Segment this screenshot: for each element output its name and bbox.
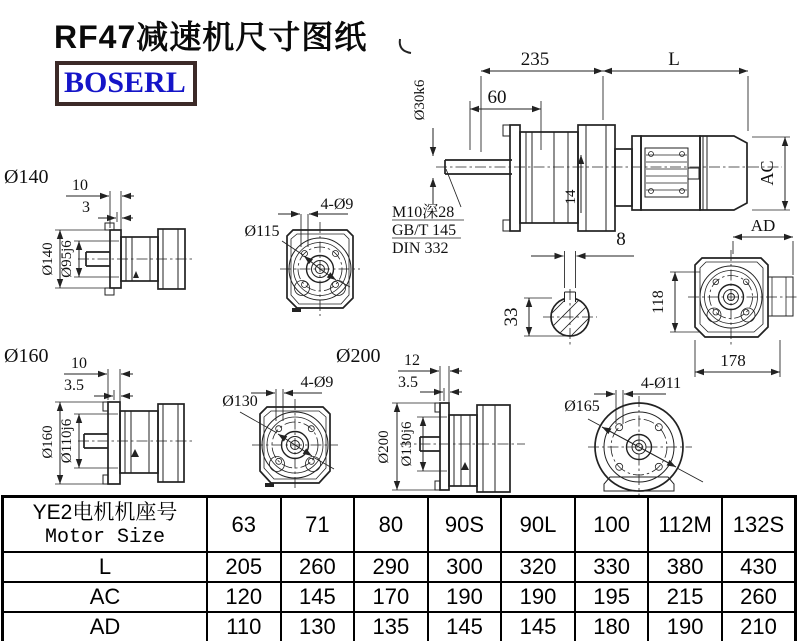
flange200-header: Ø200: [336, 345, 381, 367]
cell: 190: [648, 612, 722, 641]
flange160-header: Ø160: [4, 345, 49, 367]
page-title: RF47减速机尺寸图纸: [54, 19, 368, 55]
dim-AC: AC: [757, 160, 777, 186]
cell: 195: [575, 582, 649, 612]
flange160-side-view: [4, 345, 195, 484]
cell: 300: [428, 552, 502, 582]
dim-key-width: 8: [616, 229, 626, 250]
dim-f160-35: 3.5: [64, 377, 84, 394]
dim-f160-10: 10: [71, 355, 87, 372]
motor-end-view: [650, 250, 797, 377]
flange140-side-view: [4, 166, 195, 295]
cell: 110: [207, 612, 281, 641]
cell: 260: [722, 582, 796, 612]
flange115-front-view: [245, 196, 360, 316]
flange165-front-view: [564, 375, 703, 500]
table-row-AD: [3, 612, 796, 641]
dim-f165-holes: 4-Ø11: [640, 375, 682, 392]
col-100: 100: [575, 497, 649, 553]
cell: 320: [501, 552, 575, 582]
cell: 130: [281, 612, 355, 641]
dim-L: L: [668, 49, 680, 70]
row-label-AD: AD: [3, 612, 208, 641]
col-80: 80: [354, 497, 428, 553]
main-assembly-view: [392, 49, 793, 275]
dim-f200-35: 3.5: [398, 374, 418, 391]
cell: 290: [354, 552, 428, 582]
cell: 330: [575, 552, 649, 582]
dim-235: 235: [520, 49, 550, 70]
cell: 215: [648, 582, 722, 612]
dim-f140-3: 3: [82, 199, 90, 216]
dim-f165-bc: Ø165: [564, 398, 600, 415]
dim-f160-outer: Ø160: [40, 425, 56, 459]
dim-f115-bc: Ø115: [244, 223, 280, 240]
flange130-front-view: [222, 345, 380, 491]
dim-f200-holes: 4-Ø9: [300, 374, 334, 391]
table-header-row: [3, 497, 796, 553]
note-gbt: GB/T 145: [392, 222, 457, 239]
oil-arrow-icon: [461, 462, 469, 470]
col-63: 63: [207, 497, 281, 553]
cell: 380: [648, 552, 722, 582]
row-label-L: L: [3, 552, 208, 582]
dim-f115-holes: 4-Ø9: [320, 196, 354, 213]
dimension-table: [1, 495, 797, 641]
flange200-side-view: [376, 352, 525, 492]
cell: 135: [354, 612, 428, 641]
dim-f200-outer: Ø200: [376, 430, 392, 464]
col-112M: 112M: [648, 497, 722, 553]
dim-f200-12: 12: [404, 352, 420, 369]
logo-text: BOSERL: [64, 66, 186, 99]
flange-foot-tab: [292, 308, 301, 312]
dim-key-height: 33: [501, 307, 522, 327]
flange140-header: Ø140: [4, 166, 49, 188]
oil-arrow-icon: [133, 271, 139, 278]
cell: 145: [428, 612, 502, 641]
cell: 170: [354, 582, 428, 612]
header-en: Motor Size: [44, 525, 166, 549]
cell: 180: [575, 612, 649, 641]
dim-f140-10: 10: [72, 177, 88, 194]
dim-f160-spigot: Ø110j6: [59, 418, 75, 464]
cell: 190: [428, 582, 502, 612]
cell: 210: [722, 612, 796, 641]
cell: 430: [722, 552, 796, 582]
note-thread: M10深28: [392, 204, 455, 221]
col-90L: 90L: [501, 497, 575, 553]
dim-118: 118: [650, 290, 667, 314]
dim-f200-spigot: Ø130j6: [399, 421, 415, 467]
dim-178: 178: [720, 351, 746, 370]
row-label-AC: AC: [3, 582, 208, 612]
table-row-L: [3, 552, 796, 582]
oil-arrow-icon: [131, 449, 139, 457]
dim-60: 60: [487, 87, 507, 108]
dim-f200-bc: Ø130: [222, 393, 258, 410]
keyway-section-view: [501, 229, 634, 355]
cell: 205: [207, 552, 281, 582]
cell: 145: [281, 582, 355, 612]
curved-arrow-mark: [400, 39, 411, 53]
flange-foot-tab: [265, 483, 274, 487]
motor-size-header: [3, 497, 208, 553]
col-90S: 90S: [428, 497, 502, 553]
cell: 145: [501, 612, 575, 641]
dim-shaft-dia: Ø30k6: [412, 79, 428, 121]
col-132S: 132S: [722, 497, 796, 553]
note-din: DIN 332: [392, 240, 449, 257]
dim-f140-spigot: Ø95j6: [59, 240, 75, 278]
cell: 260: [281, 552, 355, 582]
table-row-AC: [3, 582, 796, 612]
dim-AD: AD: [750, 216, 776, 235]
dim-14: 14: [563, 189, 579, 205]
dim-f140-outer: Ø140: [40, 242, 56, 276]
header-cn: YE2电机机座号: [32, 500, 178, 524]
cell: 190: [501, 582, 575, 612]
col-71: 71: [281, 497, 355, 553]
cell: 120: [207, 582, 281, 612]
